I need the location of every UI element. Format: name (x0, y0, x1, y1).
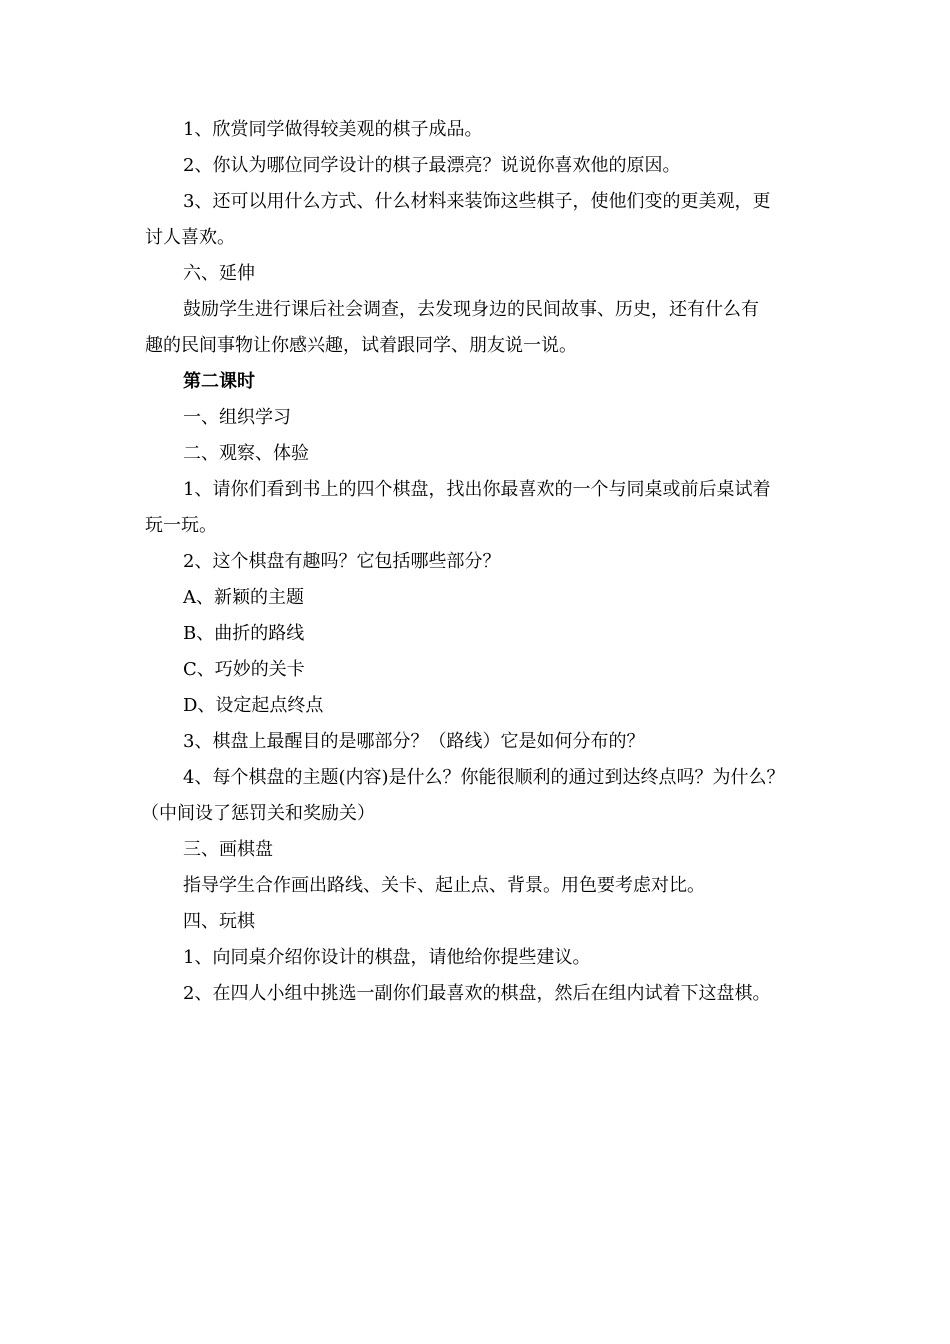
paragraph-appreciate-pieces: 1、欣赏同学做得较美观的棋子成品。 (183, 119, 483, 140)
paragraph-group-play: 2、在四人小组中挑选一副你们最喜欢的棋盘，然后在组内试着下这盘棋。 (183, 983, 771, 1004)
paragraph-board-theme-line1: 4、每个棋盘的主题(内容)是什么？你能很顺利的通过到达终点吗？为什么？ (183, 767, 785, 788)
list-item-d-start-end: D、设定起点终点 (183, 695, 324, 716)
paragraph-social-survey-line1: 鼓励学生进行课后社会调查，去发现身边的民间故事、历史，还有什么有 (183, 299, 759, 320)
heading-extension: 六、延伸 (183, 263, 255, 284)
heading-second-lesson: 第二课时 (183, 371, 255, 392)
list-item-c-checkpoints: C、巧妙的关卡 (183, 659, 305, 680)
paragraph-four-boards-line1: 1、请你们看到书上的四个棋盘，找出你最喜欢的一个与同桌或前后桌试着 (183, 479, 771, 500)
paragraph-introduce-board: 1、向同桌介绍你设计的棋盘，请他给你提些建议。 (183, 947, 591, 968)
paragraph-board-parts: 2、这个棋盘有趣吗？它包括哪些部分？ (183, 551, 501, 572)
paragraph-guide-drawing: 指导学生合作画出路线、关卡、起止点、背景。用色要考虑对比。 (183, 875, 705, 896)
heading-observe-experience: 二、观察、体验 (183, 443, 309, 464)
list-item-a-theme: A、新颖的主题 (183, 587, 304, 608)
paragraph-most-beautiful-pieces: 2、你认为哪位同学设计的棋子最漂亮？说说你喜欢他的原因。 (183, 155, 681, 176)
document-body (141, 112, 825, 1012)
paragraph-social-survey-line2: 趣的民间事物让你感兴趣，试着跟同学、朋友说一说。 (145, 335, 577, 356)
paragraph-four-boards-line2: 玩一玩。 (145, 515, 217, 536)
paragraph-decorate-pieces-line1: 3、还可以用什么方式、什么材料来装饰这些棋子，使他们变的更美观，更 (183, 191, 771, 212)
paragraph-board-theme-line2: （中间设了惩罚关和奖励关） (141, 803, 375, 824)
paragraph-most-eye-catching: 3、棋盘上最醒目的是哪部分？（路线）它是如何分布的？ (183, 731, 645, 752)
list-item-b-route: B、曲折的路线 (183, 623, 305, 644)
heading-draw-board: 三、画棋盘 (183, 839, 273, 860)
heading-play-chess: 四、玩棋 (183, 911, 255, 932)
heading-organize-learning: 一、组织学习 (183, 407, 291, 428)
paragraph-decorate-pieces-line2: 讨人喜欢。 (145, 227, 235, 248)
